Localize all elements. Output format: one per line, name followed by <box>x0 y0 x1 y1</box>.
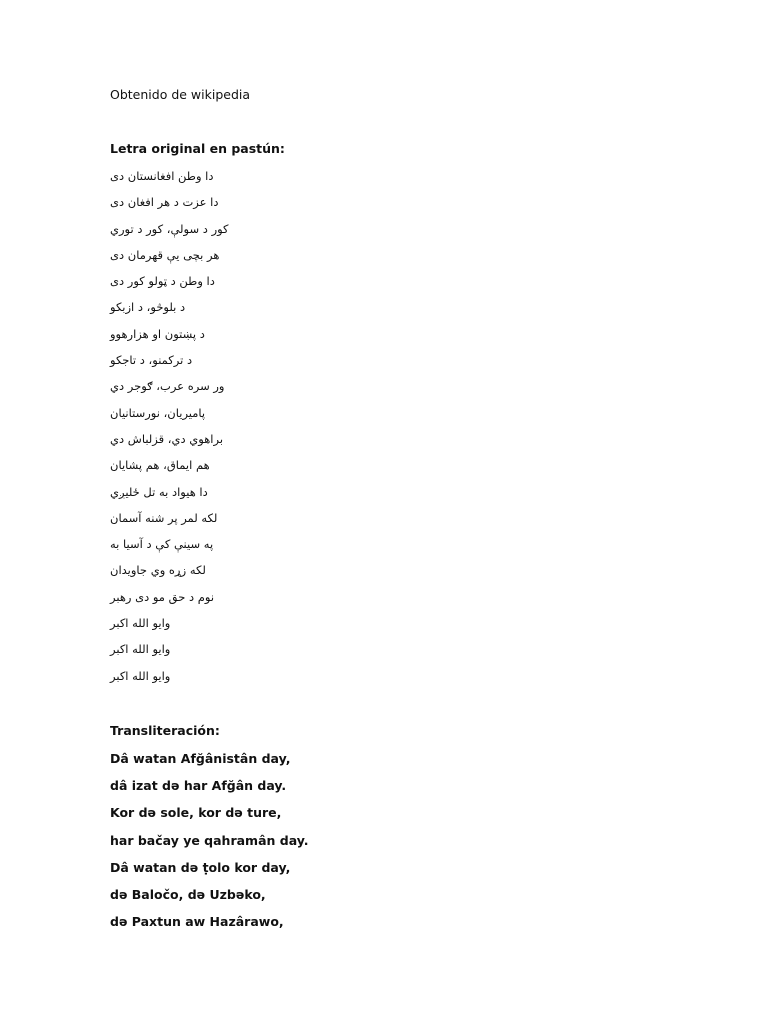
transliteration-line: də Paxtun aw Hazârawo, <box>110 914 284 930</box>
transliteration-line: Dâ watan də ṭolo kor day, <box>110 859 291 875</box>
source-note: Obtenido de wikipedia <box>110 87 251 102</box>
pashto-line: دا وطن افغانستان دی <box>110 169 214 183</box>
pashto-line: د ترکمنو، د تاجکو <box>110 353 193 368</box>
pashto-line: دا هیواد به تل ځلیږي <box>110 484 208 499</box>
pashto-line: کور د سولې، کور د توري <box>110 221 229 236</box>
pashto-line: دا وطن د ټولو کور دی <box>110 274 215 289</box>
transliteration-line: Dâ watan Afğânistân day, <box>110 751 291 766</box>
transliteration-line: dâ izat də har Afğân day. <box>110 778 287 794</box>
pashto-line: وایو الله اکبر <box>110 668 171 683</box>
transliteration-line: də Baločo, də Uzbəko, <box>110 886 266 902</box>
pashto-line: نوم د حق مو دی رهبر <box>110 589 215 604</box>
pashto-line: پامیریان، نورستانیان <box>110 405 206 420</box>
pashto-lyrics-list <box>110 163 410 689</box>
pashto-line: دا عزت د هر افغان دی <box>110 195 219 210</box>
pashto-line: د پښتون او هزارهوو <box>110 326 205 341</box>
pashto-line: لکه لمر پر شنه آسمان <box>110 510 218 525</box>
pashto-line: براهوي دي، قزلباش دي <box>110 431 224 446</box>
pashto-line: وایو الله اکبر <box>110 616 171 631</box>
pashto-line: د بلوڅو، د ازبکو <box>110 300 186 315</box>
pashto-line: وایو الله اکبر <box>110 642 171 657</box>
pashto-line: ور سره عرب، ګوجر دي <box>110 379 225 394</box>
transliteration-line: har bačay ye qahramân day. <box>110 832 309 848</box>
original-lyrics-heading: Letra original en pastún: <box>110 141 285 156</box>
pashto-line: هر بچی یې قهرمان دی <box>110 247 220 262</box>
pashto-line: هم ایماق، هم پشایان <box>110 458 210 473</box>
transliteration-line: Kor də sole, kor də ture, <box>110 805 282 821</box>
pashto-line: لکه زړه وي جاویدان <box>110 563 206 578</box>
pashto-line: په سینې کې د آسیا به <box>110 537 214 552</box>
transliteration-heading: Transliteración: <box>110 723 220 738</box>
transliteration-list <box>110 745 309 935</box>
